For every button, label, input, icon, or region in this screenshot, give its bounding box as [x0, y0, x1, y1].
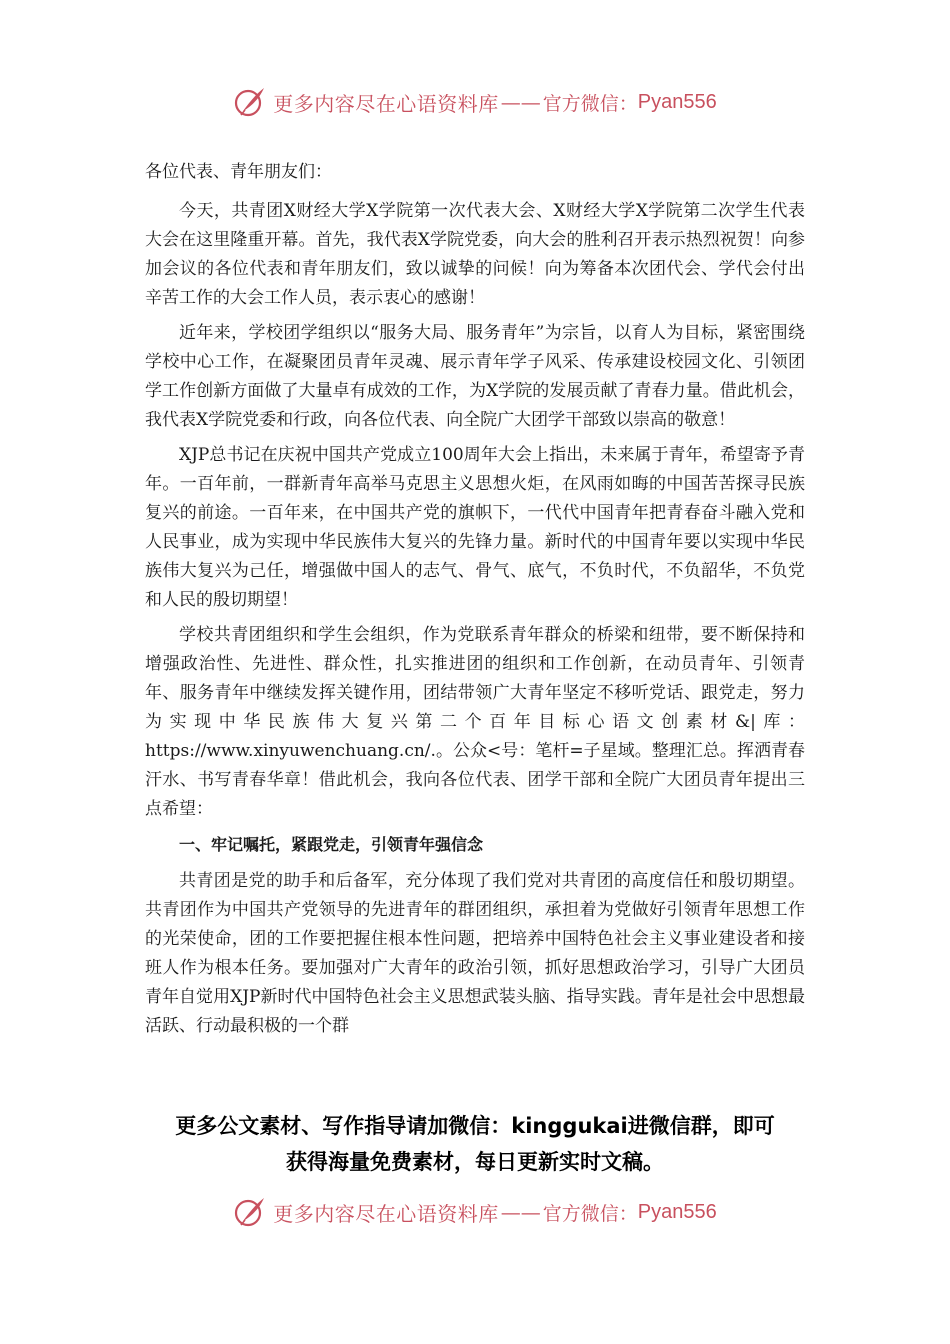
- banner-wechat-id: Pyan556: [637, 90, 717, 113]
- promo-block: [0, 1108, 950, 1180]
- feather-pen-icon: [233, 1195, 267, 1229]
- salutation: 各位代表、青年朋友们：: [145, 162, 332, 182]
- paragraph-3: XJP总书记在庆祝中国共产党成立100周年大会上指出，未来属于青年，希望寄予青年。一百年前，一群新青年高举马克思主义思想火炬，在风雨如晦的中国苦苦探寻民族复兴的前途。一百年来，在中国共产党的旗帜下，一代代中国青年把青春奋斗融入党和人民事业，成为实现中华民族伟大复兴的先锋力量。新时代的中国青年要以实现中华民族伟大复兴为己任，增强做中国人的志气、骨气、底气，不负时代，不负韶华，不负党和人民的殷切期望！: [145, 445, 805, 610]
- feather-pen-icon: [233, 85, 267, 119]
- paragraph-2: 近年来，学校团学组织以“服务大局、服务青年”为宗旨，以育人为目标，紧密围绕学校中心工作，在凝聚团员青年灵魂、展示青年学子风采、传承建设校园文化、引领团学工作创新方面做了大量卓有成效的工作，为X学院的发展贡献了青春力量。借此机会，我代表X学院党委和行政，向各位代表、向全院广大团学干部致以崇高的敬意！: [145, 323, 805, 430]
- document-body: [145, 158, 805, 1047]
- banner-separator: ——: [500, 90, 541, 114]
- banner-wechat-label: 官方微信：: [542, 92, 638, 115]
- footer-wechat-id: Pyan556: [637, 1200, 717, 1223]
- promo-line-2: 获得海量免费素材，每日更新实时文稿。: [286, 1150, 664, 1174]
- footer-site-text: 更多内容尽在心语资料库: [273, 1201, 499, 1226]
- paragraph-1: 今天，共青团X财经大学X学院第一次代表大会、X财经大学X学院第二次学生代表大会在这里隆重开幕。首先，我代表X学院党委，向大会的胜利召开表示热烈祝贺！向参加会议的各位代表和青年朋友们，致以诚挚的问候！向为筹备本次团代会、学代会付出辛苦工作的大会工作人员，表示衷心的感谢！: [145, 201, 805, 308]
- footer-banner: [0, 1190, 950, 1234]
- footer-wechat-label: 官方微信：: [542, 1202, 638, 1225]
- paragraph-4: 学校共青团组织和学生会组织，作为党联系青年群众的桥梁和纽带，要不断保持和增强政治性、先进性、群众性，扎实推进团的组织和工作创新，在动员青年、引领青年、服务青年中继续发挥关键作用，团结带领广大青年坚定不移听党话、跟党走，努力为实现中华民族伟大复兴第二个百年目标心语文创素材&|库：https://www.xinyuwenchuang.cn/.。公众<号：笔杆=子星域。整理汇总。挥洒青春汗水、书写青春华章！借此机会，我向各位代表、团学干部和全院广大团员青年提出三点希望：: [145, 625, 805, 819]
- banner-site-text: 更多内容尽在心语资料库: [273, 91, 499, 116]
- footer-separator: ——: [500, 1200, 541, 1224]
- promo-line-1: 更多公文素材、写作指导请加微信：kinggukai进微信群，即可: [175, 1114, 775, 1138]
- header-banner: [0, 80, 950, 124]
- section-paragraph: 共青团是党的助手和后备军，充分体现了我们党对共青团的高度信任和殷切期望。共青团作为中国共产党领导的先进青年的群团组织，承担着为党做好引领青年思想工作的光荣使命，团的工作要把握住根本性问题，把培养中国特色社会主义事业建设者和接班人作为根本任务。要加强对广大青年的政治引领，抓好思想政治学习，引导广大团员青年自觉用XJP新时代中国特色社会主义思想武装头脑、指导实践。青年是社会中思想最活跃、行动最积极的一个群: [145, 871, 805, 1036]
- section-heading: 一、牢记嘱托，紧跟党走，引领青年强信念: [179, 835, 484, 854]
